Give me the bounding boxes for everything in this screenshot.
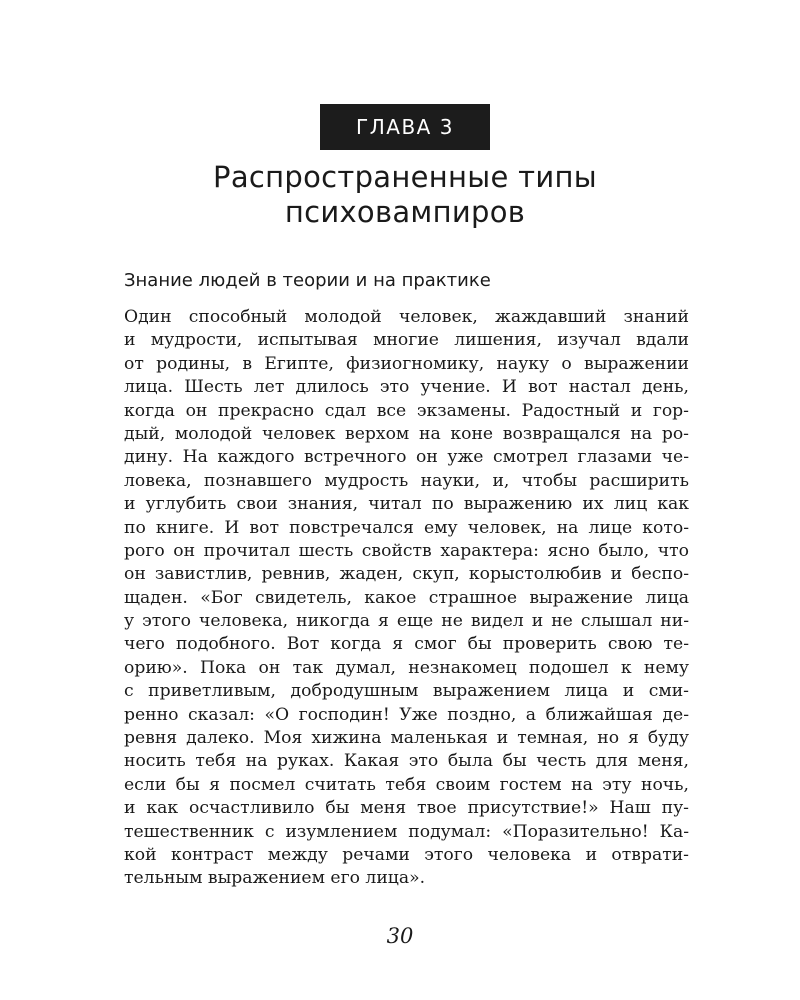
body-line: тельным выражением его лица». <box>124 868 426 889</box>
body-line: по книге. И вот повстречался ему человек, на лице кото- <box>124 517 689 538</box>
body-line: и мудрости, испытывая многие лишения, изучал вдали <box>124 330 689 351</box>
body-line: если бы я посмел считать тебя своим гостем на эту ночь, <box>124 774 689 795</box>
body-line: дый, молодой человек верхом на коне возвращался на ро- <box>124 423 689 444</box>
body-line: лица. Шесть лет длилось это учение. И вот настал день, <box>124 377 689 398</box>
body-line: чего подобного. Вот когда я смог бы проверить свою те- <box>124 634 689 655</box>
body-line: ревня далеко. Моя хижина маленькая и темная, но я буду <box>124 728 689 749</box>
body-line: Один способный молодой человек, жаждавший знаний <box>124 307 689 327</box>
body-paragraph <box>124 306 689 891</box>
body-line: ренно сказал: «О господин! Уже поздно, а ближайшая де- <box>124 704 689 725</box>
body-line: рого он прочитал шесть свойств характера: ясно было, что <box>124 540 689 561</box>
section-heading: Знание людей в теории и на практике <box>124 270 491 291</box>
body-line: от родины, в Египте, физиогномику, науку о выражении <box>124 353 689 374</box>
body-line: с приветливым, добродушным выражением лица и сми- <box>124 681 689 702</box>
chapter-title <box>100 160 710 230</box>
chapter-title-line-1: Распространенные типы <box>213 160 597 194</box>
chapter-badge <box>320 104 490 150</box>
chapter-label: ГЛАВА 3 <box>356 115 454 139</box>
chapter-title-line-2: психовампиров <box>284 195 526 229</box>
body-line: орию». Пока он так думал, незнакомец подошел к нему <box>124 657 689 678</box>
body-line: у этого человека, никогда я еще не видел и не слышал ни- <box>124 611 689 632</box>
page-number: 30 <box>386 924 414 948</box>
body-line: носить тебя на руках. Какая это была бы честь для меня, <box>124 751 689 772</box>
body-line: ловека, познавшего мудрость науки, и, чтобы расширить <box>124 470 689 491</box>
body-line: дину. На каждого встречного он уже смотрел глазами че- <box>124 447 689 468</box>
body-line: щаден. «Бог свидетель, какое страшное выражение лица <box>124 587 689 608</box>
body-line: он завистлив, ревнив, жаден, скуп, корыстолюбив и беспо- <box>124 564 689 585</box>
body-line: и как осчастливило бы меня твое присутствие!» Наш пу- <box>124 798 689 819</box>
body-line: когда он прекрасно сдал все экзамены. Радостный и гор- <box>124 400 689 421</box>
body-line: кой контраст между речами этого человека и отврати- <box>124 844 689 865</box>
body-line: и углубить свои знания, читал по выражению их лиц как <box>124 494 689 515</box>
body-line: тешественник с изумлением подумал: «Поразительно! Ка- <box>124 821 689 842</box>
